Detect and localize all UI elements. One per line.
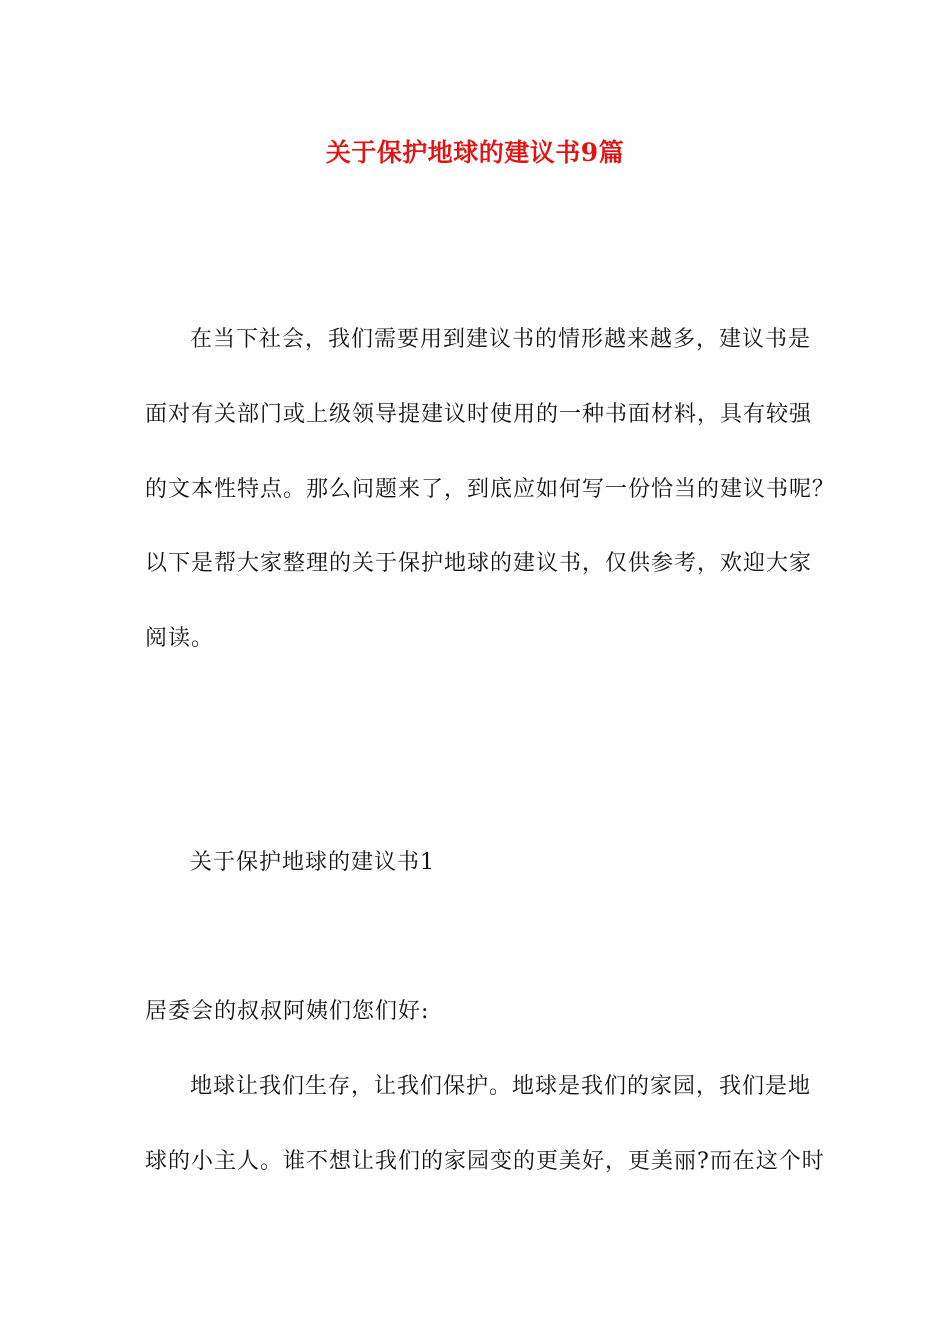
document-title: 关于保护地球的建议书9篇 [325, 138, 625, 167]
intro-line-1: 在当下社会，我们需要用到建议书的情形越来越多，建议书是 [190, 327, 812, 352]
body-line-2: 球的小主人。谁不想让我们的家园变的更美好，更美丽?而在这个时 [145, 1149, 825, 1174]
body-line-1: 地球让我们生存，让我们保护。地球是我们的家园，我们是地 [190, 1074, 812, 1099]
intro-line-2: 面对有关部门或上级领导提建议时使用的一种书面材料，具有较强 [145, 402, 813, 427]
intro-line-5: 阅读。 [145, 626, 215, 651]
section-heading: 关于保护地球的建议书1 [190, 850, 435, 875]
greeting-line: 居委会的叔叔阿姨们您们好: [145, 999, 430, 1024]
intro-line-3: 的文本性特点。那么问题来了，到底应如何写一份恰当的建议书呢？ [145, 477, 836, 502]
intro-line-4: 以下是帮大家整理的关于保护地球的建议书，仅供参考，欢迎大家 [145, 551, 813, 576]
